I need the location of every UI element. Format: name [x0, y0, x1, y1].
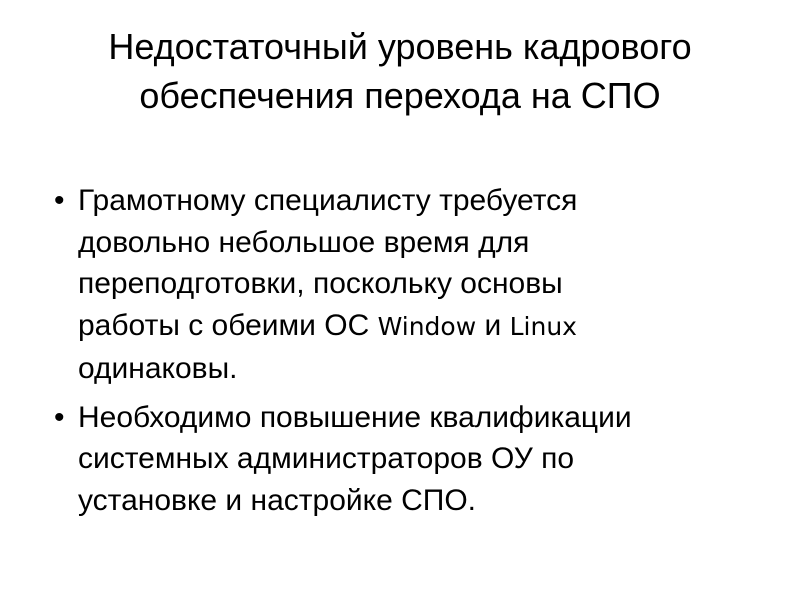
- bullet-1-line-4-cyrillic: работы с обеими ОС: [78, 309, 378, 343]
- slide-body: [54, 180, 768, 522]
- bullet-1-line-2: довольно небольшое время для: [78, 225, 530, 259]
- slide-title-line-1: Недостаточный уровень кадрового: [108, 26, 692, 67]
- bullet-2-line-3: установке и настройке СПО.: [78, 483, 477, 517]
- bullet-1-line-3: переподготовки, поскольку основы: [78, 267, 563, 301]
- bullet-item-1: [54, 180, 768, 390]
- bullet-icon: •: [54, 400, 65, 434]
- bullet-1-line-4-conjunction: и: [476, 309, 510, 343]
- slide-title: [0, 22, 800, 120]
- bullet-1-line-1: Грамотному специалисту требуется: [78, 184, 578, 217]
- slide-title-line-2: обеспечения перехода на СПО: [139, 75, 661, 116]
- os-name-window: Window: [377, 312, 477, 342]
- os-name-linux: Linux: [509, 312, 577, 342]
- bullet-icon: •: [54, 184, 65, 217]
- bullet-item-2: [54, 397, 768, 522]
- bullet-1-line-4: [78, 305, 768, 348]
- bullet-1-line-5: одинаковы.: [78, 351, 238, 385]
- bullet-2-line-2: системных администраторов ОУ по: [78, 442, 575, 476]
- bullet-2-line-1: Необходимо повышение квалификации: [78, 400, 632, 434]
